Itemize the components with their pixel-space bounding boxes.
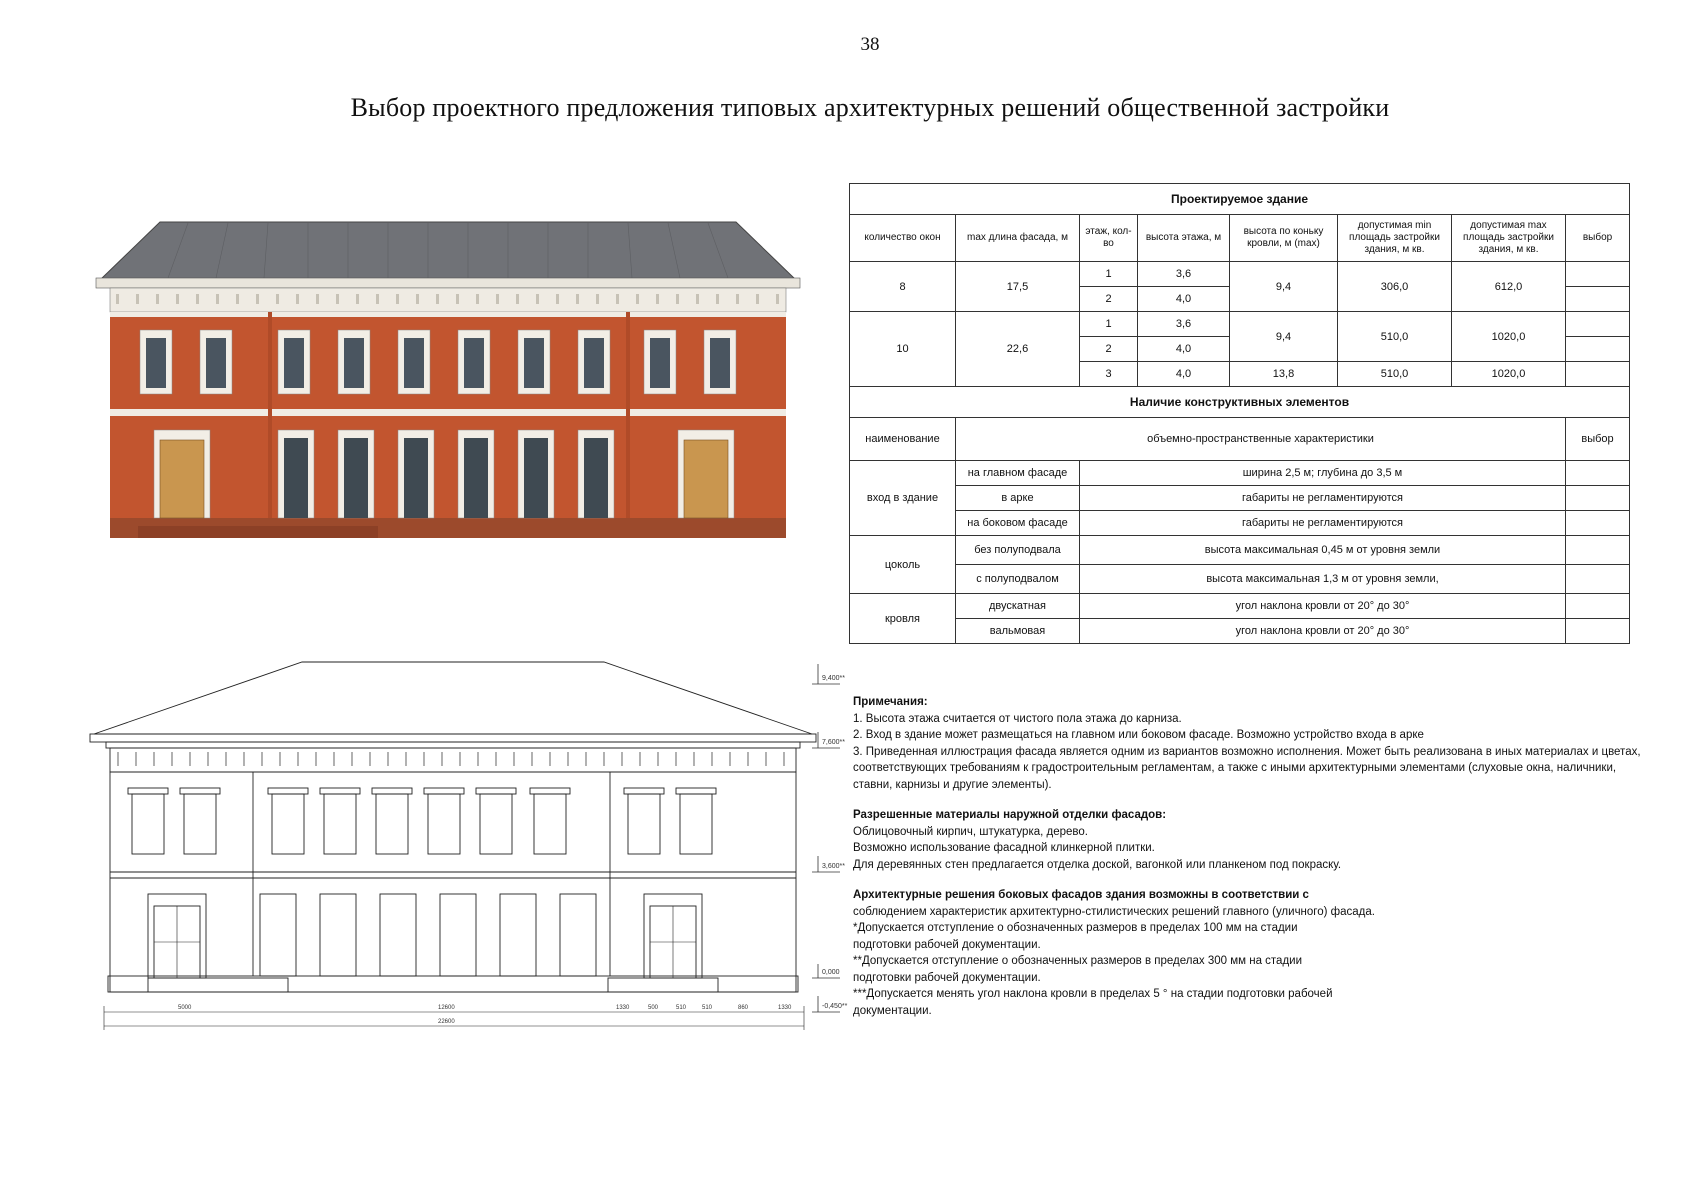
dimension-label: 500: [648, 1005, 659, 1011]
cell-choice[interactable]: [1566, 619, 1630, 644]
cell-max-area: 1020,0: [1452, 312, 1566, 362]
group-plinth: цоколь: [850, 536, 956, 594]
cell-choice[interactable]: [1566, 337, 1630, 362]
col-header-windows: количество окон: [850, 215, 956, 262]
cell-ridge: 13,8: [1230, 362, 1338, 387]
section-title-building: Проектируемое здание: [850, 184, 1630, 215]
col-header-characteristics: объемно-пространственные характеристики: [956, 418, 1566, 461]
col-header-length: max длина фасада, м: [956, 215, 1080, 262]
footnote: ***Допускается менять угол наклона кровли в пределах 5 ° на стадии подготовки рабочей: [853, 988, 1333, 1000]
cell-min-area: 306,0: [1338, 262, 1452, 312]
dimension-label: 510: [702, 1005, 713, 1011]
sub-item: с полуподвалом: [956, 565, 1080, 594]
material-item: Для деревянных стен предлагается отделка доской, вагонкой или планкеном под покраску.: [853, 858, 1342, 871]
level-mark-label: 7,600**: [822, 739, 845, 746]
col-header-choice: выбор: [1566, 215, 1630, 262]
cell-floor-n: 3: [1080, 362, 1138, 387]
dimension-label: 1330: [616, 1005, 630, 1011]
sub-item: на боковом фасаде: [956, 511, 1080, 536]
cell-floor-n: 2: [1080, 287, 1138, 312]
material-item: Облицовочный кирпич, штукатурка, дерево.: [853, 825, 1088, 838]
material-item: Возможно использование фасадной клинкерной плитки.: [853, 842, 1155, 854]
note-item: 3. Приведенная иллюстрация фасада является одним из вариантов возможно исполнения. Может быть реализована в иных материалах и цветах, соответствующих требованиям к градостроительным регламентам, а также с иными архитектурными элементами (слуховые окна, наличники, ставни, карнизы и другие элементы).: [853, 745, 1641, 791]
cell-length: 17,5: [956, 262, 1080, 312]
cell-choice[interactable]: [1566, 461, 1630, 486]
notes-block: [853, 694, 1653, 1019]
cell-choice[interactable]: [1566, 486, 1630, 511]
cell-windows: 10: [850, 312, 956, 387]
cell-floor-h: 4,0: [1138, 337, 1230, 362]
footnote: подготовки рабочей документации.: [853, 938, 1041, 951]
col-header-max-area: допустимая max площадь застройки здания, м кв.: [1452, 215, 1566, 262]
cell-choice[interactable]: [1566, 511, 1630, 536]
col-header-ridge-height: высота по коньку кровли, м (max): [1230, 215, 1338, 262]
footnote: подготовки рабочей документации.: [853, 971, 1041, 984]
item-desc: высота максимальная 0,45 м от уровня земли: [1080, 536, 1566, 565]
cell-ridge: 9,4: [1230, 262, 1338, 312]
cell-choice[interactable]: [1566, 287, 1630, 312]
dimension-label: 860: [738, 1005, 749, 1011]
item-desc: ширина 2,5 м; глубина до 3,5 м: [1080, 461, 1566, 486]
cell-choice[interactable]: [1566, 594, 1630, 619]
note-item: 1. Высота этажа считается от чистого пола этажа до карниза.: [853, 712, 1182, 725]
cell-min-area: 510,0: [1338, 312, 1452, 362]
item-desc: угол наклона кровли от 20° до 30°: [1080, 594, 1566, 619]
materials-heading: Разрешенные материалы наружной отделки фасадов:: [853, 809, 1167, 821]
footnote: документации.: [853, 1004, 932, 1017]
page-number: 38: [860, 34, 880, 55]
sub-item: в арке: [956, 486, 1080, 511]
sub-item: на главном фасаде: [956, 461, 1080, 486]
footnote: **Допускается отступление о обозначенных размеров в пределах 300 мм на стадии: [853, 955, 1302, 967]
cell-length: 22,6: [956, 312, 1080, 387]
spec-table: [849, 183, 1630, 644]
facade-line-drawing: [88, 660, 828, 1036]
col-header-choice: выбор: [1566, 418, 1630, 461]
cell-choice[interactable]: [1566, 362, 1630, 387]
col-header-floor-height: высота этажа, м: [1138, 215, 1230, 262]
dimension-label: 12600: [438, 1005, 455, 1011]
dimension-total-label: 22600: [438, 1019, 455, 1025]
facade-color-illustration: [88, 218, 808, 548]
level-mark-label: 0,000: [822, 969, 840, 976]
group-entrance: вход в здание: [850, 461, 956, 536]
cell-min-area: 510,0: [1338, 362, 1452, 387]
item-desc: высота максимальная 1,3 м от уровня земли,: [1080, 565, 1566, 594]
level-mark-label: 9,400**: [822, 675, 845, 682]
sub-item: двускатная: [956, 594, 1080, 619]
dimension-label: 1330: [778, 1005, 792, 1011]
cell-choice[interactable]: [1566, 536, 1630, 565]
page-title: Выбор проектного предложения типовых архитектурных решений общественной застройки: [350, 93, 1390, 122]
footnote: *Допускается отступление о обозначенных размеров в пределах 100 мм на стадии: [853, 922, 1298, 934]
dimension-label: 510: [676, 1005, 687, 1011]
sub-item: вальмовая: [956, 619, 1080, 644]
level-mark-label: -0,450**: [822, 1003, 848, 1010]
notes-heading: Примечания:: [853, 696, 928, 708]
group-roof: кровля: [850, 594, 956, 644]
item-desc: угол наклона кровли от 20° до 30°: [1080, 619, 1566, 644]
col-header-name: наименование: [850, 418, 956, 461]
side-facade-heading: Архитектурные решения боковых фасадов здания возможны в соответствии с: [853, 889, 1309, 901]
cell-windows: 8: [850, 262, 956, 312]
cell-ridge: 9,4: [1230, 312, 1338, 362]
cell-floor-h: 4,0: [1138, 362, 1230, 387]
level-mark-label: 3,600**: [822, 863, 845, 870]
cell-floor-n: 1: [1080, 262, 1138, 287]
section-title-elements: Наличие конструктивных элементов: [850, 387, 1630, 418]
item-desc: габариты не регламентируются: [1080, 511, 1566, 536]
cell-choice[interactable]: [1566, 312, 1630, 337]
item-desc: габариты не регламентируются: [1080, 486, 1566, 511]
col-header-min-area: допустимая min площадь застройки здания, м кв.: [1338, 215, 1452, 262]
dimension-label: 5000: [178, 1005, 192, 1011]
cell-floor-h: 3,6: [1138, 262, 1230, 287]
cell-floor-h: 4,0: [1138, 287, 1230, 312]
col-header-floors: этаж, кол-во: [1080, 215, 1138, 262]
cell-choice[interactable]: [1566, 262, 1630, 287]
cell-floor-n: 2: [1080, 337, 1138, 362]
cell-max-area: 612,0: [1452, 262, 1566, 312]
cell-choice[interactable]: [1566, 565, 1630, 594]
cell-max-area: 1020,0: [1452, 362, 1566, 387]
sub-item: без полуподвала: [956, 536, 1080, 565]
note-item: 2. Вход в здание может размещаться на главном или боковом фасаде. Возможно устройство входа в арке: [853, 729, 1424, 741]
side-facade-text: соблюдением характеристик архитектурно-стилистических решений главного (уличного) фасада.: [853, 905, 1375, 918]
cell-floor-n: 1: [1080, 312, 1138, 337]
cell-floor-h: 3,6: [1138, 312, 1230, 337]
